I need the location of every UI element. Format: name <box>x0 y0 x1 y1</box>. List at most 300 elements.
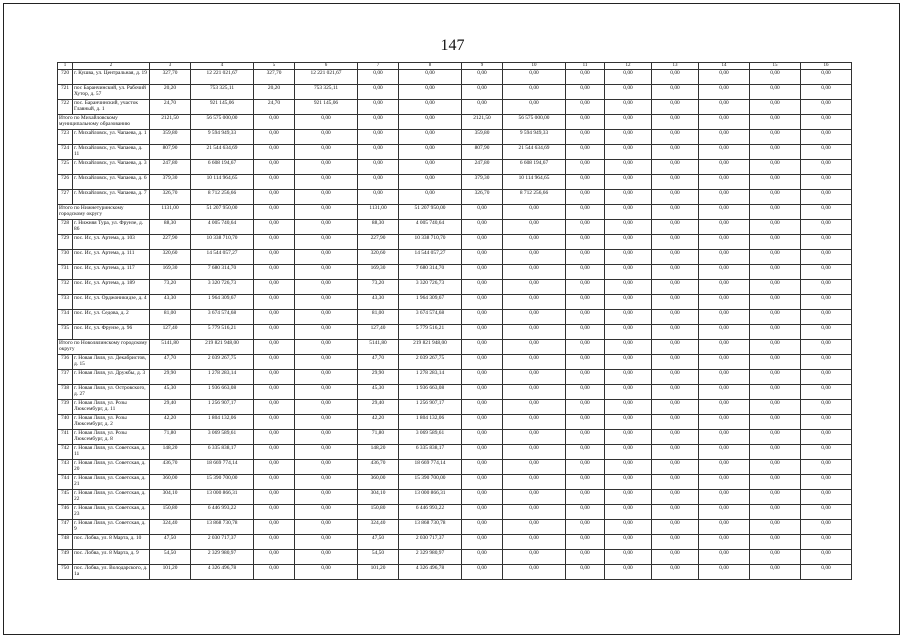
value-cell: 0,00 <box>652 220 699 235</box>
value-cell: 42,20 <box>150 415 191 430</box>
row-number: 742 <box>58 445 73 460</box>
value-cell: 42,20 <box>358 415 399 430</box>
value-cell: 0,00 <box>462 490 503 505</box>
table-row <box>58 565 852 580</box>
value-cell: 326,70 <box>150 190 191 205</box>
value-cell: 0,00 <box>503 535 566 550</box>
table-row <box>58 190 852 205</box>
value-cell: 0,00 <box>652 505 699 520</box>
value-cell: 8 712 256,66 <box>503 190 566 205</box>
value-cell: 0,00 <box>503 235 566 250</box>
value-cell: 0,00 <box>699 370 750 385</box>
address-cell: г. Новая Ляля, ул. Розы Люксембург, д. 8 <box>73 430 150 445</box>
value-cell: 0,00 <box>503 490 566 505</box>
value-cell: 0,00 <box>462 475 503 490</box>
value-cell: 0,00 <box>699 340 750 355</box>
value-cell: 73,20 <box>358 280 399 295</box>
value-cell: 0,00 <box>699 385 750 400</box>
value-cell: 0,00 <box>801 400 852 415</box>
value-cell: 56 575 000,00 <box>503 115 566 130</box>
address-cell: г. Новая Ляля, ул. Розы Люксембург, д. 11 <box>73 400 150 415</box>
value-cell: 0,00 <box>801 520 852 535</box>
value-cell: 0,00 <box>254 430 295 445</box>
value-cell: 3 069 589,61 <box>399 430 462 445</box>
value-cell: 0,00 <box>605 145 652 160</box>
value-cell: 0,00 <box>399 145 462 160</box>
value-cell: 13 000 866,31 <box>191 490 254 505</box>
value-cell: 0,00 <box>605 310 652 325</box>
table-row <box>58 535 852 550</box>
value-cell: 327,70 <box>254 70 295 85</box>
value-cell: 0,00 <box>566 130 605 145</box>
value-cell: 0,00 <box>254 475 295 490</box>
value-cell: 2 039 267,75 <box>191 355 254 370</box>
value-cell: 20,20 <box>150 85 191 100</box>
row-number: 721 <box>58 85 73 100</box>
value-cell: 0,00 <box>566 565 605 580</box>
value-cell: 47,70 <box>358 355 399 370</box>
value-cell: 0,00 <box>652 370 699 385</box>
value-cell: 7 680 314,70 <box>191 265 254 280</box>
value-cell: 0,00 <box>566 250 605 265</box>
value-cell: 247,80 <box>462 160 503 175</box>
value-cell: 227,90 <box>358 235 399 250</box>
value-cell: 0,00 <box>801 325 852 340</box>
value-cell: 0,00 <box>566 385 605 400</box>
value-cell: 0,00 <box>295 145 358 160</box>
value-cell: 0,00 <box>652 535 699 550</box>
row-number: 728 <box>58 220 73 235</box>
value-cell: 0,00 <box>699 205 750 220</box>
value-cell: 0,00 <box>462 280 503 295</box>
value-cell: 169,30 <box>150 265 191 280</box>
value-cell: 0,00 <box>295 250 358 265</box>
value-cell: 0,00 <box>503 385 566 400</box>
value-cell: 0,00 <box>254 445 295 460</box>
value-cell: 219 821 948,00 <box>399 340 462 355</box>
value-cell: 0,00 <box>295 340 358 355</box>
value-cell: 0,00 <box>605 220 652 235</box>
value-cell: 51 207 950,00 <box>191 205 254 220</box>
value-cell: 0,00 <box>295 190 358 205</box>
row-number: 735 <box>58 325 73 340</box>
value-cell: 88,30 <box>150 220 191 235</box>
value-cell: 0,00 <box>503 85 566 100</box>
value-cell: 0,00 <box>503 520 566 535</box>
value-cell: 0,00 <box>652 430 699 445</box>
value-cell: 0,00 <box>254 520 295 535</box>
value-cell: 0,00 <box>605 190 652 205</box>
column-number: 4 <box>191 63 254 70</box>
row-number: 747 <box>58 520 73 535</box>
value-cell: 0,00 <box>503 70 566 85</box>
value-cell: 0,00 <box>699 85 750 100</box>
value-cell: 304,10 <box>358 490 399 505</box>
value-cell: 47,50 <box>358 535 399 550</box>
value-cell: 0,00 <box>801 340 852 355</box>
column-number: 3 <box>150 63 191 70</box>
value-cell: 360,00 <box>150 475 191 490</box>
value-cell: 0,00 <box>605 460 652 475</box>
value-cell: 0,00 <box>605 550 652 565</box>
value-cell: 0,00 <box>801 565 852 580</box>
value-cell: 0,00 <box>605 505 652 520</box>
value-cell: 29,40 <box>150 400 191 415</box>
value-cell: 0,00 <box>750 160 801 175</box>
value-cell: 0,00 <box>462 340 503 355</box>
value-cell: 14 544 057,27 <box>191 250 254 265</box>
value-cell: 1 936 663,08 <box>399 385 462 400</box>
value-cell: 0,00 <box>652 100 699 115</box>
value-cell: 0,00 <box>652 160 699 175</box>
value-cell: 0,00 <box>652 490 699 505</box>
row-number: 748 <box>58 535 73 550</box>
value-cell: 324,40 <box>150 520 191 535</box>
value-cell: 0,00 <box>801 130 852 145</box>
value-cell: 0,00 <box>750 265 801 280</box>
value-cell: 0,00 <box>295 400 358 415</box>
value-cell: 0,00 <box>462 100 503 115</box>
value-cell: 0,00 <box>652 445 699 460</box>
value-cell: 0,00 <box>750 325 801 340</box>
address-cell: г. Михайловск, ул. Чапаева, д. 3 <box>73 160 150 175</box>
value-cell: 0,00 <box>503 355 566 370</box>
value-cell: 1 964 309,67 <box>191 295 254 310</box>
value-cell: 0,00 <box>462 385 503 400</box>
subtotal-row <box>58 115 852 130</box>
value-cell: 43,30 <box>150 295 191 310</box>
value-cell: 0,00 <box>699 250 750 265</box>
value-cell: 0,00 <box>503 100 566 115</box>
value-cell: 5141,80 <box>150 340 191 355</box>
value-cell: 0,00 <box>503 325 566 340</box>
value-cell: 0,00 <box>462 235 503 250</box>
value-cell: 0,00 <box>699 130 750 145</box>
value-cell: 0,00 <box>652 310 699 325</box>
column-number: 6 <box>295 63 358 70</box>
value-cell: 0,00 <box>358 115 399 130</box>
value-cell: 0,00 <box>566 340 605 355</box>
value-cell: 0,00 <box>750 130 801 145</box>
value-cell: 2 039 267,75 <box>399 355 462 370</box>
value-cell: 29,90 <box>150 370 191 385</box>
value-cell: 0,00 <box>462 550 503 565</box>
row-number: 734 <box>58 310 73 325</box>
value-cell: 0,00 <box>295 415 358 430</box>
subtotal-row <box>58 340 852 355</box>
value-cell: 0,00 <box>605 160 652 175</box>
value-cell: 0,00 <box>254 565 295 580</box>
value-cell: 0,00 <box>652 385 699 400</box>
value-cell: 0,00 <box>566 115 605 130</box>
table-row <box>58 385 852 400</box>
value-cell: 0,00 <box>254 175 295 190</box>
value-cell: 0,00 <box>254 505 295 520</box>
row-number: 729 <box>58 235 73 250</box>
value-cell: 0,00 <box>801 280 852 295</box>
value-cell: 0,00 <box>566 355 605 370</box>
value-cell: 0,00 <box>801 250 852 265</box>
value-cell: 0,00 <box>566 490 605 505</box>
address-cell: г. Михайловск, ул. Чапаева, д. 6 <box>73 175 150 190</box>
value-cell: 0,00 <box>254 550 295 565</box>
value-cell: 0,00 <box>750 475 801 490</box>
value-cell: 0,00 <box>295 235 358 250</box>
value-cell: 0,00 <box>605 265 652 280</box>
column-number: 1 <box>58 63 73 70</box>
value-cell: 0,00 <box>652 520 699 535</box>
value-cell: 0,00 <box>254 145 295 160</box>
value-cell: 0,00 <box>254 220 295 235</box>
page-number: 147 <box>440 37 465 54</box>
value-cell: 0,00 <box>801 190 852 205</box>
value-cell: 0,00 <box>254 340 295 355</box>
table-row <box>58 520 852 535</box>
value-cell: 0,00 <box>699 310 750 325</box>
value-cell: 0,00 <box>652 190 699 205</box>
value-cell: 0,00 <box>750 175 801 190</box>
row-number: 722 <box>58 100 73 115</box>
row-number: 750 <box>58 565 73 580</box>
address-cell: г. Новая Ляля, ул. Советская, д. 21 <box>73 475 150 490</box>
value-cell: 0,00 <box>605 520 652 535</box>
column-number: 9 <box>462 63 503 70</box>
value-cell: 0,00 <box>750 415 801 430</box>
value-cell: 0,00 <box>652 175 699 190</box>
row-number: 725 <box>58 160 73 175</box>
value-cell: 0,00 <box>503 550 566 565</box>
value-cell: 0,00 <box>566 445 605 460</box>
value-cell: 0,00 <box>566 175 605 190</box>
value-cell: 24,70 <box>150 100 191 115</box>
value-cell: 0,00 <box>652 145 699 160</box>
value-cell: 51 207 950,00 <box>399 205 462 220</box>
value-cell: 0,00 <box>399 115 462 130</box>
table-row <box>58 70 852 85</box>
value-cell: 13 868 730,78 <box>191 520 254 535</box>
value-cell: 3 069 589,61 <box>191 430 254 445</box>
value-cell: 227,90 <box>150 235 191 250</box>
address-cell: г. Новая Ляля, ул. Советская, д. 20 <box>73 460 150 475</box>
value-cell: 0,00 <box>750 430 801 445</box>
value-cell: 0,00 <box>358 145 399 160</box>
value-cell: 0,00 <box>801 355 852 370</box>
row-number: 741 <box>58 430 73 445</box>
value-cell: 7 680 314,70 <box>399 265 462 280</box>
row-number: 743 <box>58 460 73 475</box>
value-cell: 0,00 <box>750 445 801 460</box>
value-cell: 0,00 <box>462 520 503 535</box>
value-cell: 0,00 <box>801 220 852 235</box>
address-cell: г. Новая Ляля, ул. Советская, д. 11 <box>73 445 150 460</box>
value-cell: 0,00 <box>462 70 503 85</box>
value-cell: 0,00 <box>462 325 503 340</box>
value-cell: 47,50 <box>150 535 191 550</box>
table-row <box>58 250 852 265</box>
value-cell: 10 114 964,65 <box>503 175 566 190</box>
value-cell: 0,00 <box>503 505 566 520</box>
column-number: 8 <box>399 63 462 70</box>
address-cell: г. Новая Ляля, ул. Декабристов, д. 15 <box>73 355 150 370</box>
value-cell: 0,00 <box>605 205 652 220</box>
value-cell: 5 779 516,21 <box>399 325 462 340</box>
value-cell: 0,00 <box>358 70 399 85</box>
value-cell: 0,00 <box>566 205 605 220</box>
value-cell: 101,20 <box>358 565 399 580</box>
value-cell: 753 325,11 <box>295 85 358 100</box>
subtotal-label: Итого по Михайловскому муниципальному образованию <box>58 115 150 130</box>
value-cell: 15 390 700,00 <box>399 475 462 490</box>
value-cell: 0,00 <box>462 445 503 460</box>
value-cell: 0,00 <box>566 160 605 175</box>
value-cell: 0,00 <box>566 100 605 115</box>
value-cell: 0,00 <box>254 535 295 550</box>
value-cell: 0,00 <box>503 220 566 235</box>
table-row <box>58 445 852 460</box>
value-cell: 0,00 <box>462 205 503 220</box>
row-number: 732 <box>58 280 73 295</box>
value-cell: 0,00 <box>699 460 750 475</box>
value-cell: 0,00 <box>605 535 652 550</box>
value-cell: 0,00 <box>801 100 852 115</box>
value-cell: 0,00 <box>295 520 358 535</box>
value-cell: 0,00 <box>801 175 852 190</box>
value-cell: 0,00 <box>801 415 852 430</box>
value-cell: 0,00 <box>566 295 605 310</box>
value-cell: 0,00 <box>699 190 750 205</box>
value-cell: 0,00 <box>254 160 295 175</box>
address-cell: пос. Лобва, ул. Володарского, д. 1а <box>73 565 150 580</box>
value-cell: 0,00 <box>605 175 652 190</box>
value-cell: 324,40 <box>358 520 399 535</box>
value-cell: 0,00 <box>605 250 652 265</box>
value-cell: 0,00 <box>699 415 750 430</box>
value-cell: 436,70 <box>358 460 399 475</box>
table-row <box>58 490 852 505</box>
value-cell: 0,00 <box>801 535 852 550</box>
value-cell: 1 804 132,06 <box>191 415 254 430</box>
value-cell: 15 390 700,00 <box>191 475 254 490</box>
subtotal-row <box>58 205 852 220</box>
value-cell: 0,00 <box>295 460 358 475</box>
value-cell: 0,00 <box>605 385 652 400</box>
row-number: 727 <box>58 190 73 205</box>
value-cell: 47,70 <box>150 355 191 370</box>
table-row <box>58 145 852 160</box>
value-cell: 9 594 949,33 <box>503 130 566 145</box>
address-cell: г. Кушва, ул. Центральная, д. 19 <box>73 70 150 85</box>
table-row <box>58 415 852 430</box>
value-cell: 0,00 <box>566 145 605 160</box>
table-row <box>58 460 852 475</box>
value-cell: 0,00 <box>566 280 605 295</box>
value-cell: 0,00 <box>566 235 605 250</box>
value-cell: 0,00 <box>254 130 295 145</box>
value-cell: 0,00 <box>295 175 358 190</box>
column-number: 7 <box>358 63 399 70</box>
value-cell: 0,00 <box>566 85 605 100</box>
value-cell: 0,00 <box>801 265 852 280</box>
value-cell: 4 326 496,78 <box>399 565 462 580</box>
value-cell: 0,00 <box>605 100 652 115</box>
value-cell: 12 221 021,67 <box>191 70 254 85</box>
value-cell: 6 608 194,67 <box>191 160 254 175</box>
value-cell: 0,00 <box>254 310 295 325</box>
row-number: 731 <box>58 265 73 280</box>
value-cell: 379,30 <box>150 175 191 190</box>
value-cell: 0,00 <box>605 490 652 505</box>
column-number: 5 <box>254 63 295 70</box>
value-cell: 0,00 <box>750 550 801 565</box>
value-cell: 0,00 <box>652 115 699 130</box>
value-cell: 45,30 <box>358 385 399 400</box>
address-cell: г. Новая Ляля, ул. Дружбы, д. 3 <box>73 370 150 385</box>
value-cell: 0,00 <box>652 460 699 475</box>
value-cell: 0,00 <box>652 415 699 430</box>
row-number: 744 <box>58 475 73 490</box>
value-cell: 150,80 <box>150 505 191 520</box>
value-cell: 0,00 <box>254 235 295 250</box>
address-cell: г. Новая Ляля, ул. Розы Люксембург, д. 2 <box>73 415 150 430</box>
value-cell: 0,00 <box>462 535 503 550</box>
value-cell: 0,00 <box>605 370 652 385</box>
value-cell: 1131,00 <box>358 205 399 220</box>
value-cell: 0,00 <box>750 115 801 130</box>
row-number: 730 <box>58 250 73 265</box>
value-cell: 10 338 710,70 <box>399 235 462 250</box>
value-cell: 0,00 <box>750 310 801 325</box>
value-cell: 0,00 <box>699 430 750 445</box>
value-cell: 0,00 <box>295 505 358 520</box>
value-cell: 0,00 <box>566 370 605 385</box>
value-cell: 0,00 <box>566 265 605 280</box>
address-cell: пос. Ис, ул. Артема, д. 103 <box>73 235 150 250</box>
value-cell: 0,00 <box>295 295 358 310</box>
value-cell: 0,00 <box>503 565 566 580</box>
value-cell: 0,00 <box>801 490 852 505</box>
value-cell: 0,00 <box>566 190 605 205</box>
value-cell: 0,00 <box>750 565 801 580</box>
value-cell: 0,00 <box>295 565 358 580</box>
value-cell: 0,00 <box>750 250 801 265</box>
address-cell: г. Новая Ляля, ул. Советская, д. 23 <box>73 505 150 520</box>
value-cell: 0,00 <box>750 295 801 310</box>
value-cell: 0,00 <box>295 355 358 370</box>
value-cell: 0,00 <box>462 295 503 310</box>
value-cell: 807,90 <box>150 145 191 160</box>
table-row <box>58 430 852 445</box>
address-cell: пос. Ис, ул. Орджоникидзе, д. 4 <box>73 295 150 310</box>
value-cell: 0,00 <box>652 550 699 565</box>
value-cell: 0,00 <box>699 535 750 550</box>
column-number: 2 <box>73 63 150 70</box>
value-cell: 0,00 <box>652 475 699 490</box>
value-cell: 0,00 <box>295 475 358 490</box>
value-cell: 0,00 <box>801 70 852 85</box>
address-cell: пос. Ис, ул. Артема, д. 111 <box>73 250 150 265</box>
value-cell: 0,00 <box>605 85 652 100</box>
value-cell: 0,00 <box>801 460 852 475</box>
value-cell: 88,30 <box>358 220 399 235</box>
value-cell: 3 674 574,68 <box>191 310 254 325</box>
value-cell: 0,00 <box>801 550 852 565</box>
value-cell: 0,00 <box>801 295 852 310</box>
value-cell: 0,00 <box>462 400 503 415</box>
table-row <box>58 325 852 340</box>
value-cell: 0,00 <box>699 520 750 535</box>
address-cell: пос. Ис, ул. Артема, д. 117 <box>73 265 150 280</box>
value-cell: 327,70 <box>150 70 191 85</box>
